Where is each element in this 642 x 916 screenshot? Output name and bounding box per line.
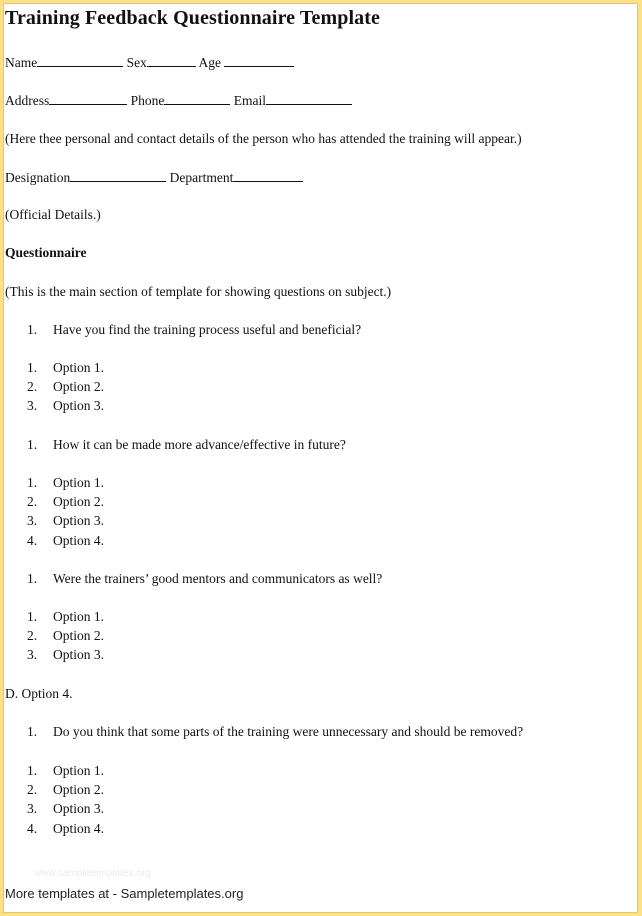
option-text: Option 4.: [53, 532, 105, 548]
option-text: Option 3.: [53, 398, 105, 414]
phone-blank[interactable]: [164, 92, 230, 105]
option-number: 2.: [27, 628, 38, 644]
option-text: Option 2.: [53, 628, 105, 644]
address-blank[interactable]: [49, 92, 127, 105]
question-text: Do you think that some parts of the training were unnecessary and should be removed?: [53, 724, 524, 739]
phone-label: Phone: [130, 93, 165, 108]
email-blank[interactable]: [266, 92, 352, 105]
option-number: 1.: [27, 475, 38, 490]
question-number: 1.: [27, 322, 38, 337]
sex-label: Sex: [126, 55, 147, 70]
option-number: 3.: [27, 513, 38, 529]
option-number: 2.: [27, 494, 38, 510]
option-text: Option 3.: [53, 647, 105, 663]
option-text: Option 2.: [53, 379, 105, 395]
question-text: Were the trainers’ good mentors and communicators as well?: [53, 571, 383, 586]
option-text: Option 2.: [53, 782, 105, 798]
sex-blank[interactable]: [147, 54, 196, 67]
option-number: 3.: [27, 647, 38, 663]
designation-blank[interactable]: [70, 169, 166, 182]
question-text: Have you find the training process useful and beneficial?: [53, 322, 362, 337]
option-text: Option 3.: [53, 513, 105, 529]
official-note: (Official Details.): [5, 207, 101, 222]
option-number: 1.: [27, 360, 38, 375]
option-number: 4.: [27, 820, 38, 836]
option-text: Option 1.: [53, 609, 105, 624]
option-text: Option 1.: [53, 763, 105, 778]
official-fields-row: [5, 169, 303, 186]
document-body: [4, 4, 637, 912]
option-number: 2.: [27, 379, 38, 395]
option-text: Option 1.: [53, 475, 105, 490]
option-number: 3.: [27, 398, 38, 414]
option-text: Option 2.: [53, 494, 105, 510]
document-page: [3, 3, 638, 913]
address-label: Address: [5, 93, 50, 108]
main-note: (This is the main section of template for showing questions on subject.): [5, 284, 392, 299]
name-blank[interactable]: [37, 54, 123, 67]
question-number: 1.: [27, 571, 38, 586]
option-number: 1.: [27, 609, 38, 624]
watermark: www.sampletemplates.org: [34, 868, 151, 879]
option-number: 2.: [27, 782, 38, 798]
footer-credit[interactable]: More templates at - Sampletemplates.org: [5, 886, 244, 901]
department-blank[interactable]: [233, 169, 303, 182]
contact-fields-row: [5, 92, 352, 109]
designation-label: Designation: [5, 170, 71, 185]
name-label: Name: [5, 55, 38, 70]
personal-note: (Here thee personal and contact details of the person who has attended the training will appear.): [5, 131, 522, 146]
option-number: 3.: [27, 801, 38, 817]
personal-fields-row: [5, 54, 294, 71]
document-title: Training Feedback Questionnaire Template: [5, 7, 380, 29]
extra-option[interactable]: D. Option 4.: [5, 686, 73, 701]
question-number: 1.: [27, 724, 38, 739]
option-text: Option 1.: [53, 360, 105, 375]
section-heading: Questionnaire: [5, 245, 87, 260]
age-blank[interactable]: [224, 54, 294, 67]
email-label: Email: [233, 93, 266, 108]
question-number: 1.: [27, 437, 38, 452]
option-text: Option 4.: [53, 820, 105, 836]
department-label: Department: [169, 170, 234, 185]
option-text: Option 3.: [53, 801, 105, 817]
question-text: How it can be made more advance/effective in future?: [53, 437, 346, 452]
age-label: Age: [198, 55, 221, 70]
option-number: 4.: [27, 532, 38, 548]
option-number: 1.: [27, 763, 38, 778]
